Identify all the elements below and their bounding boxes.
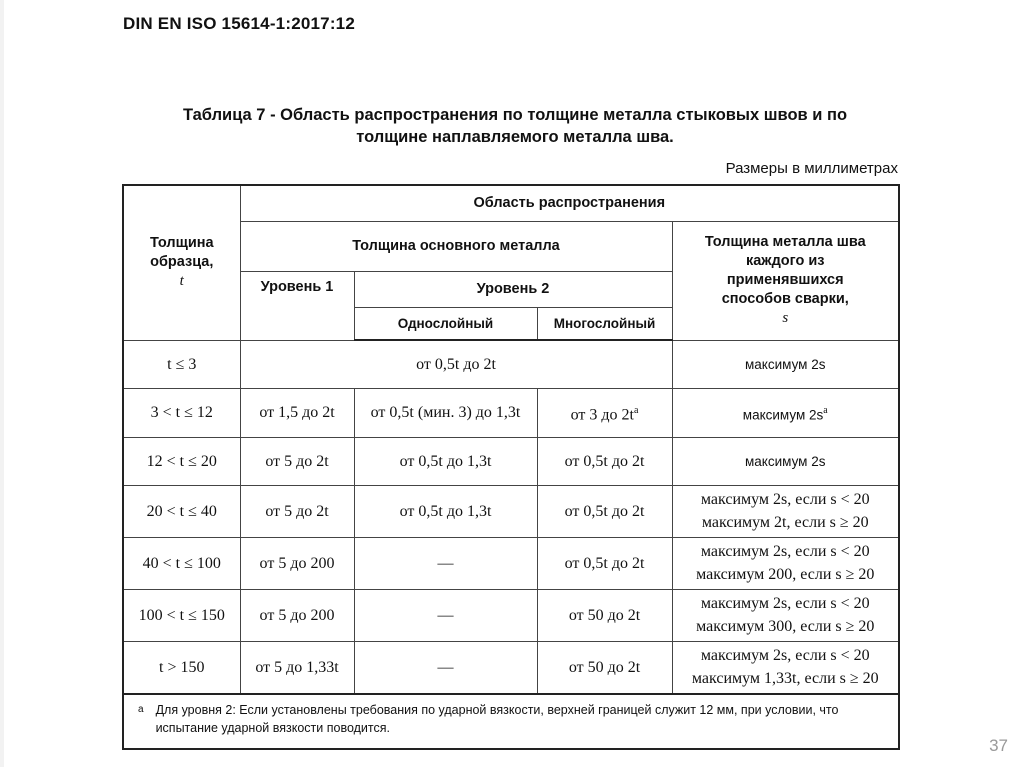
multi-text: от 3 до 2t — [570, 406, 634, 424]
header-thickness — [123, 185, 240, 340]
cell-level-1: от 1,5 до 2t — [240, 388, 354, 437]
header-row-1 — [123, 185, 899, 221]
cell-weld-metal — [672, 589, 899, 641]
cell-multi-layer: от 0,5t до 2t — [537, 537, 672, 589]
cell-single-layer: — — [354, 589, 537, 641]
cell-thickness: 40 < t ≤ 100 — [123, 537, 240, 589]
header-weld-metal — [672, 221, 899, 340]
header-multi-layer: Многослойный — [537, 307, 672, 340]
table-row — [123, 485, 899, 537]
header-weld-line-4: способов сварки, — [721, 291, 849, 307]
cell-single-layer: — — [354, 537, 537, 589]
footnote-ref: a — [823, 404, 828, 416]
document-id: DIN EN ISO 15614-1:2017:12 — [123, 14, 355, 33]
weld-text: максимум 2s — [742, 407, 824, 423]
cell-level-1: от 5 до 200 — [240, 537, 354, 589]
weld-condition-1: максимум 2s, если s < 20 — [700, 491, 870, 508]
cell-single-layer: от 0,5t (мин. 3) до 1,3t — [354, 388, 537, 437]
header-weld-var: s — [782, 310, 789, 326]
spec-table — [122, 184, 900, 750]
cell-multi-layer: от 0,5t до 2t — [537, 437, 672, 485]
header-weld-line-3: применявшихся — [726, 272, 844, 288]
cell-base-metal-merged: от 0,5t до 2t — [240, 340, 672, 388]
weld-text: максимум 2s — [745, 453, 826, 469]
table-row — [123, 437, 899, 485]
table-caption — [120, 104, 910, 148]
page-number: 37 — [989, 736, 1008, 755]
header-single-layer: Однослойный — [354, 307, 537, 340]
header-weld-line-1: Толщина металла шва — [704, 234, 866, 250]
cell-weld-metal — [672, 485, 899, 537]
weld-condition-2: максимум 300, если s ≥ 20 — [696, 618, 875, 635]
table-row — [123, 388, 899, 437]
cell-weld-metal — [672, 537, 899, 589]
weld-condition-2: максимум 200, если s ≥ 20 — [696, 566, 875, 583]
weld-condition-1: максимум 2s, если s < 20 — [700, 595, 870, 612]
units-note: Размеры в миллиметрах — [725, 160, 898, 177]
cell-thickness: t > 150 — [123, 641, 240, 694]
cell-weld-metal — [672, 388, 899, 437]
cell-multi-layer — [537, 388, 672, 437]
cell-level-1: от 5 до 2t — [240, 437, 354, 485]
cell-thickness: 3 < t ≤ 12 — [123, 388, 240, 437]
header-base-metal: Толщина основного металла — [240, 221, 672, 271]
cell-multi-layer: от 0,5t до 2t — [537, 485, 672, 537]
cell-single-layer: от 0,5t до 1,3t — [354, 485, 537, 537]
footnote-marker: a — [138, 704, 144, 715]
weld-condition-1: максимум 2s, если s < 20 — [700, 543, 870, 560]
cell-level-1: от 5 до 2t — [240, 485, 354, 537]
cell-multi-layer: от 50 до 2t — [537, 589, 672, 641]
cell-thickness: 20 < t ≤ 40 — [123, 485, 240, 537]
cell-thickness: 100 < t ≤ 150 — [123, 589, 240, 641]
weld-condition-2: максимум 1,33t, если s ≥ 20 — [691, 670, 879, 688]
table-row — [123, 589, 899, 641]
header-scope: Область распространения — [240, 185, 899, 221]
cell-weld-metal — [672, 641, 899, 694]
footnote-text: Для уровня 2: Если установлены требования по ударной вязкости, верхней границей служит 12 мм, при условии, что испытание ударной вязкости поводится. — [155, 703, 839, 735]
cell-multi-layer: от 50 до 2t — [537, 641, 672, 694]
weld-condition-1: максимум 2s, если s < 20 — [700, 647, 870, 665]
header-thickness-var: t — [179, 273, 184, 290]
cell-weld-metal — [672, 340, 899, 388]
caption-line-2: толщине наплавляемого металла шва. — [356, 128, 674, 146]
header-level-1: Уровень 1 — [240, 271, 354, 340]
table-row — [123, 641, 899, 694]
table-row — [123, 340, 899, 388]
cell-weld-metal — [672, 437, 899, 485]
header-row-2 — [123, 221, 899, 271]
cell-thickness: 12 < t ≤ 20 — [123, 437, 240, 485]
header-level-2: Уровень 2 — [354, 271, 672, 307]
cell-thickness: t ≤ 3 — [123, 340, 240, 388]
weld-text: максимум 2s — [745, 356, 826, 372]
header-thickness-line-1: Толщина — [149, 235, 214, 252]
footnote-row — [123, 694, 899, 749]
header-weld-line-2: каждого из — [745, 253, 825, 269]
caption-line-1: Таблица 7 - Область распространения по толщине металла стыковых швов и по — [182, 106, 848, 124]
header-thickness-line-2: образца, — [150, 254, 214, 271]
cell-level-1: от 5 до 1,33t — [240, 641, 354, 694]
footnote-ref: a — [633, 404, 639, 416]
cell-single-layer: от 0,5t до 1,3t — [354, 437, 537, 485]
cell-single-layer: — — [354, 641, 537, 694]
slide-edge — [0, 0, 4, 767]
footnote — [123, 694, 899, 749]
table-row — [123, 537, 899, 589]
cell-level-1: от 5 до 200 — [240, 589, 354, 641]
weld-condition-2: максимум 2t, если s ≥ 20 — [701, 514, 869, 531]
